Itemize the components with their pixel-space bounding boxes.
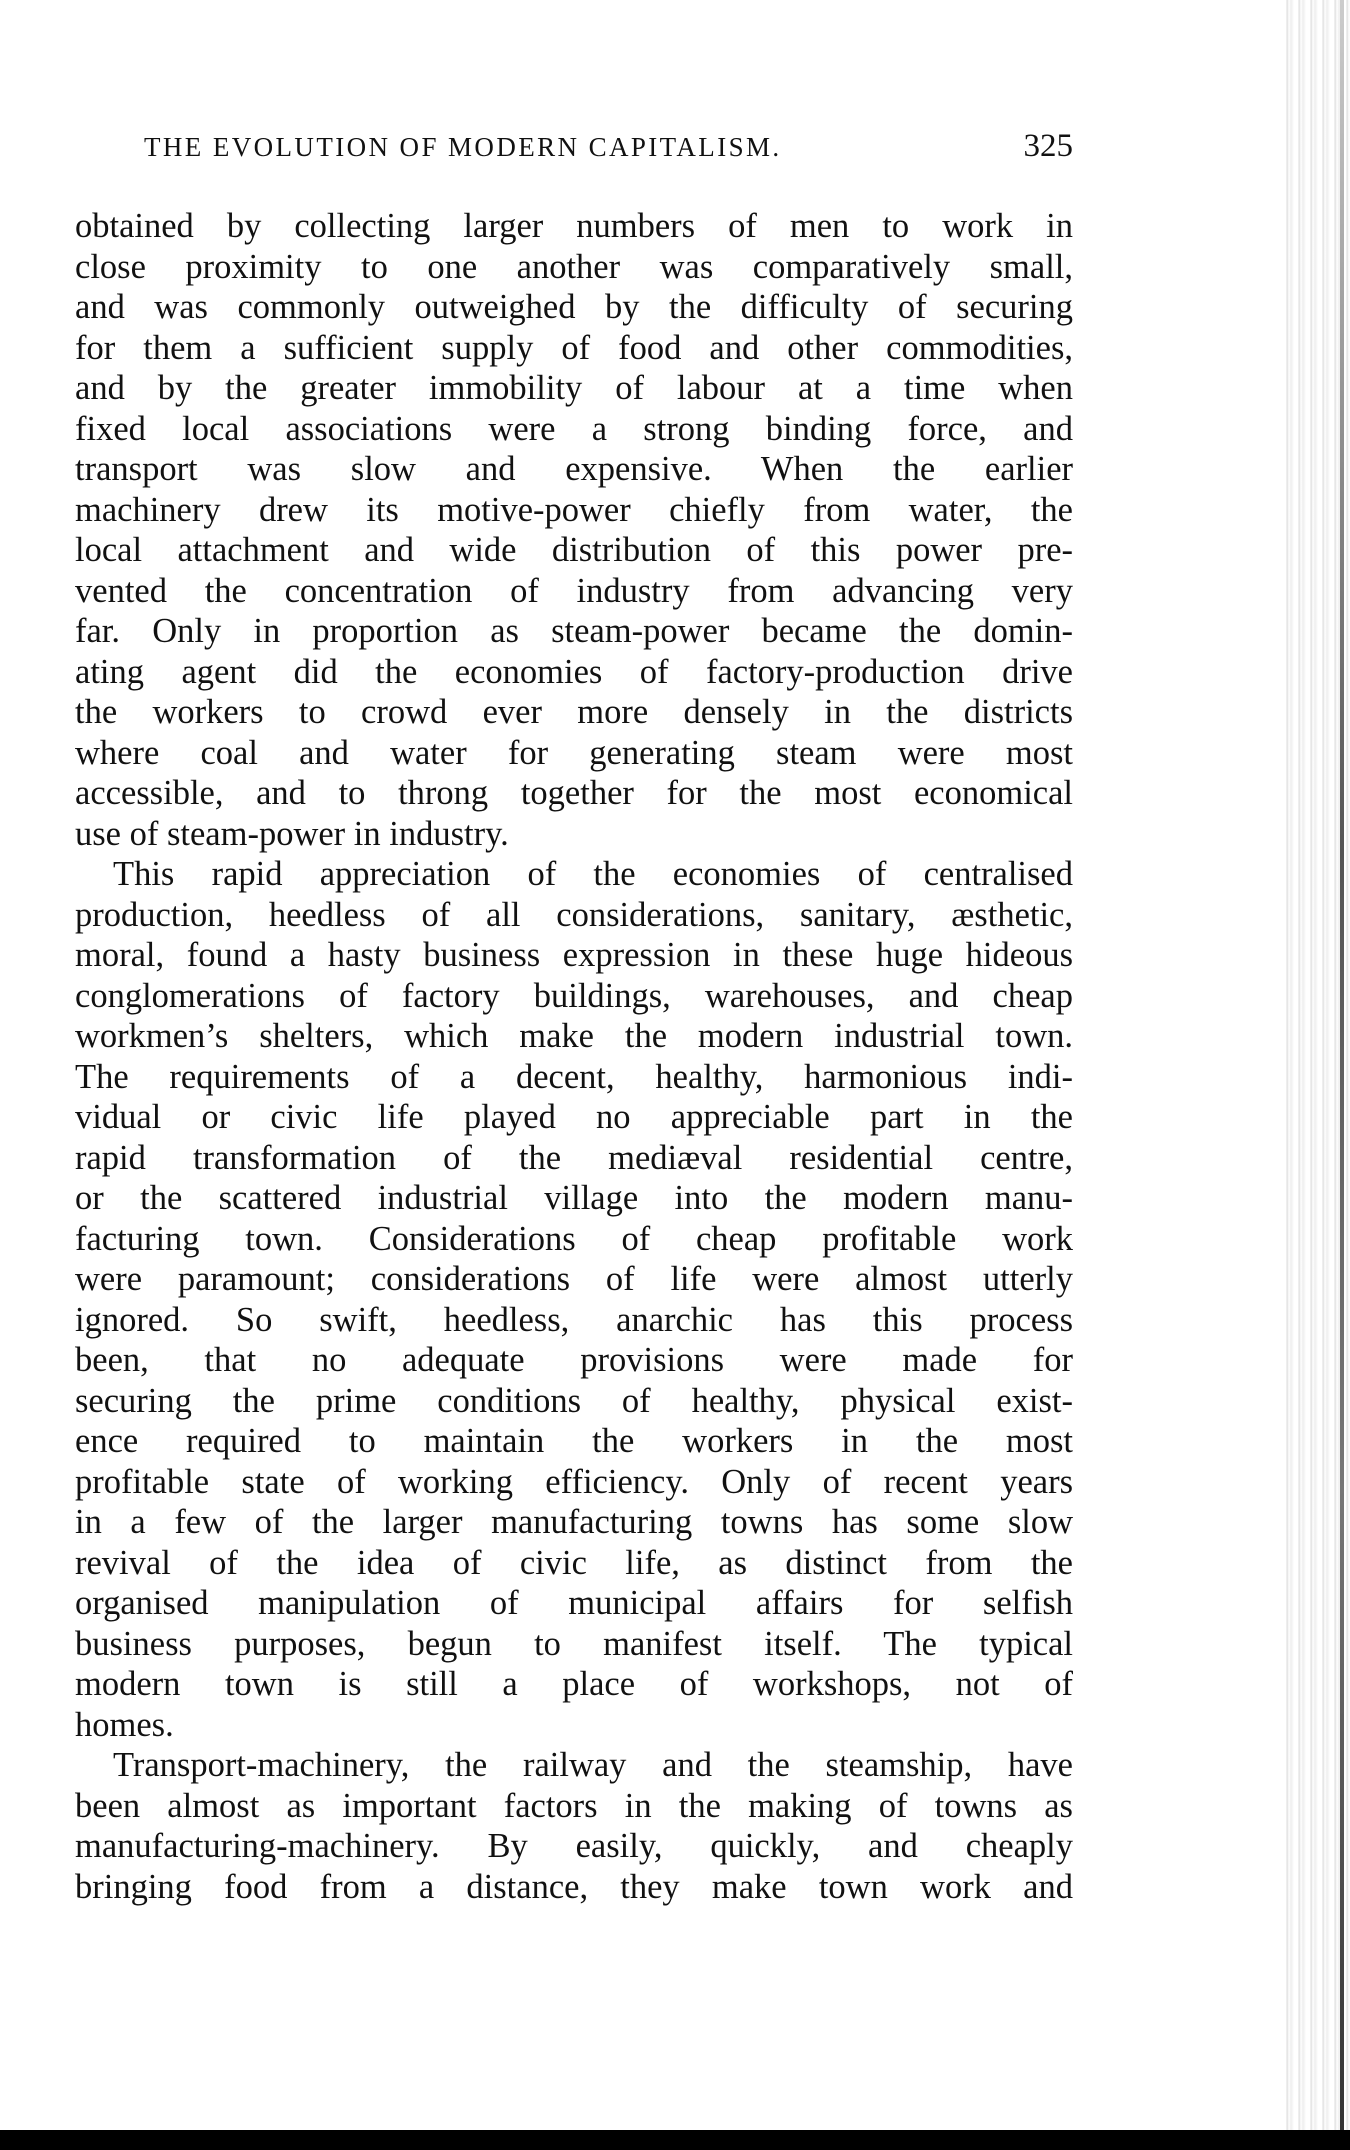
text-line: The requirements of a decent, healthy, harmonious indi- — [75, 1057, 1073, 1096]
text-line: where coal and water for generating steam were most — [75, 733, 1073, 772]
page-edge — [1340, 0, 1344, 2130]
text-line: ence required to maintain the workers in the most — [75, 1422, 1073, 1460]
text-line: This rapid appreciation of the economies of centralised — [113, 855, 1073, 893]
text-line: ating agent did the economies of factory-production drive — [75, 652, 1073, 691]
text-line: in a few of the larger manufacturing towns has some slow — [75, 1503, 1073, 1541]
text-line: accessible, and to throng together for the most economical — [75, 774, 1073, 812]
text-line: modern town is still a place of workshops, not of — [75, 1665, 1073, 1703]
text-line: securing the prime conditions of healthy, physical exist- — [75, 1381, 1073, 1420]
paragraph — [75, 1745, 1073, 1907]
text-line: transport was slow and expensive. When the earlier — [75, 450, 1073, 488]
text-line: Transport-machinery, the railway and the steamship, have — [113, 1746, 1073, 1784]
text-line: business purposes, begun to manifest itself. The typical — [75, 1624, 1073, 1663]
text-line: production, heedless of all considerations, sanitary, æsthetic, — [75, 895, 1073, 934]
text-line: workmen’s shelters, which make the modern industrial town. — [75, 1017, 1073, 1055]
body-text — [75, 206, 1073, 1907]
text-line: vidual or civic life played no appreciable part in the — [75, 1098, 1073, 1136]
text-line: use of steam-power in industry. — [75, 814, 509, 853]
scan-border — [0, 2130, 1350, 2150]
text-line: conglomerations of factory buildings, warehouses, and cheap — [75, 976, 1073, 1015]
text-line: far. Only in proportion as steam-power became the domin- — [75, 612, 1073, 650]
text-line: been almost as important factors in the making of towns as — [75, 1786, 1073, 1825]
text-line: local attachment and wide distribution of this power pre- — [75, 531, 1073, 569]
text-line: organised manipulation of municipal affairs for selfish — [75, 1584, 1073, 1622]
text-line: and was commonly outweighed by the difficulty of securing — [75, 288, 1073, 326]
text-line: manufacturing-machinery. By easily, quickly, and cheaply — [75, 1827, 1073, 1865]
running-title: THE EVOLUTION OF MODERN CAPITALISM. — [144, 132, 782, 162]
text-line: and by the greater immobility of labour at a time when — [75, 369, 1073, 407]
text-line: been, that no adequate provisions were made for — [75, 1341, 1073, 1379]
text-line: revival of the idea of civic life, as distinct from the — [75, 1543, 1073, 1582]
text-line: machinery drew its motive-power chiefly from water, the — [75, 490, 1073, 529]
text-line: homes. — [75, 1705, 174, 1744]
text-line: ignored. So swift, heedless, anarchic has this process — [75, 1300, 1073, 1339]
text-line: profitable state of working efficiency. Only of recent years — [75, 1462, 1073, 1501]
text-line: or the scattered industrial village into the modern manu- — [75, 1179, 1073, 1217]
text-line: close proximity to one another was comparatively small, — [75, 247, 1073, 286]
paragraph — [75, 206, 1073, 854]
text-line: obtained by collecting larger numbers of men to work in — [75, 207, 1073, 245]
text-line: rapid transformation of the mediæval residential centre, — [75, 1138, 1073, 1177]
text-line: for them a sufficient supply of food and other commodities, — [75, 328, 1073, 367]
text-line: fixed local associations were a strong binding force, and — [75, 409, 1073, 448]
page-number: 325 — [1023, 128, 1073, 164]
text-line: vented the concentration of industry from advancing very — [75, 571, 1073, 610]
page-header — [144, 128, 1073, 172]
text-line: moral, found a hasty business expression in these huge hideous — [75, 936, 1073, 974]
text-line: were paramount; considerations of life were almost utterly — [75, 1260, 1073, 1298]
text-line: the workers to crowd ever more densely in the districts — [75, 693, 1073, 731]
text-line: bringing food from a distance, they make town work and — [75, 1867, 1073, 1906]
text-line: facturing town. Considerations of cheap profitable work — [75, 1219, 1073, 1258]
paragraph — [75, 854, 1073, 1745]
